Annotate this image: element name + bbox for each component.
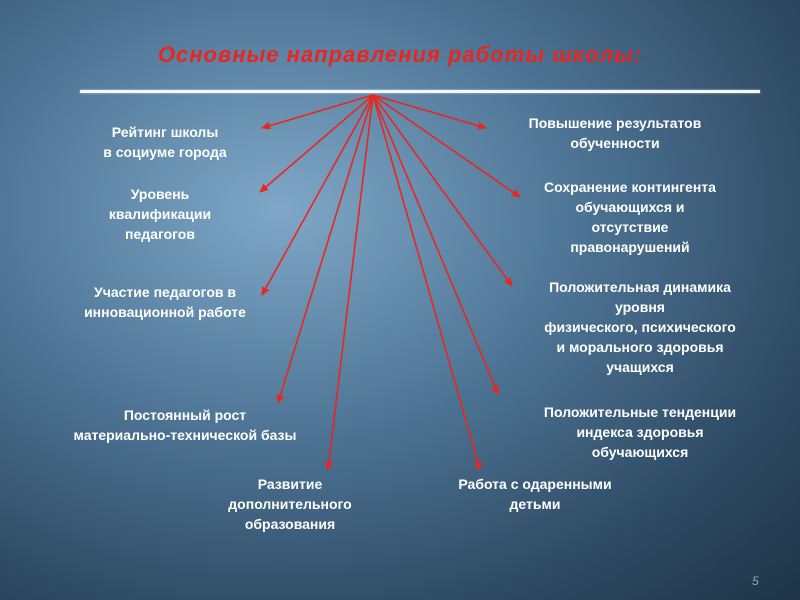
item-rating: Рейтинг школы в социуме города [103, 124, 227, 160]
item-health-index: Положительные тенденции индекса здоровья обучающихся [543, 404, 737, 460]
arrow-gifted-children [373, 95, 480, 470]
arrow-health-dynamics [373, 95, 512, 286]
item-gifted-children: Работа с одаренными детьми [458, 476, 612, 512]
arrow-material-base [278, 95, 373, 403]
page-number: 5 [752, 574, 759, 588]
arrow-health-index [373, 95, 498, 394]
item-innovation: Участие педагогов в инновационной работе [84, 284, 246, 320]
item-contingent: Сохранение контингента обучающихся и отсутствие правонарушений [544, 179, 716, 255]
arrow-rating [262, 95, 373, 128]
arrow-results [373, 95, 486, 128]
arrow-innovation [262, 95, 373, 295]
item-results: Повышение результатов обученности [528, 115, 702, 151]
arrow-qualification [260, 95, 373, 192]
slide-title: Основные направления работы школы: [157, 42, 643, 67]
item-additional-education: Развитие дополнительного образования [228, 476, 352, 532]
item-health-dynamics: Положительная динамика уровня физического, психического и морального здоровья учащихся [544, 279, 736, 375]
item-qualification: Уровень квалификации педагогов [108, 186, 212, 242]
item-material-base: Постоянный рост материально-технической базы [73, 407, 297, 443]
